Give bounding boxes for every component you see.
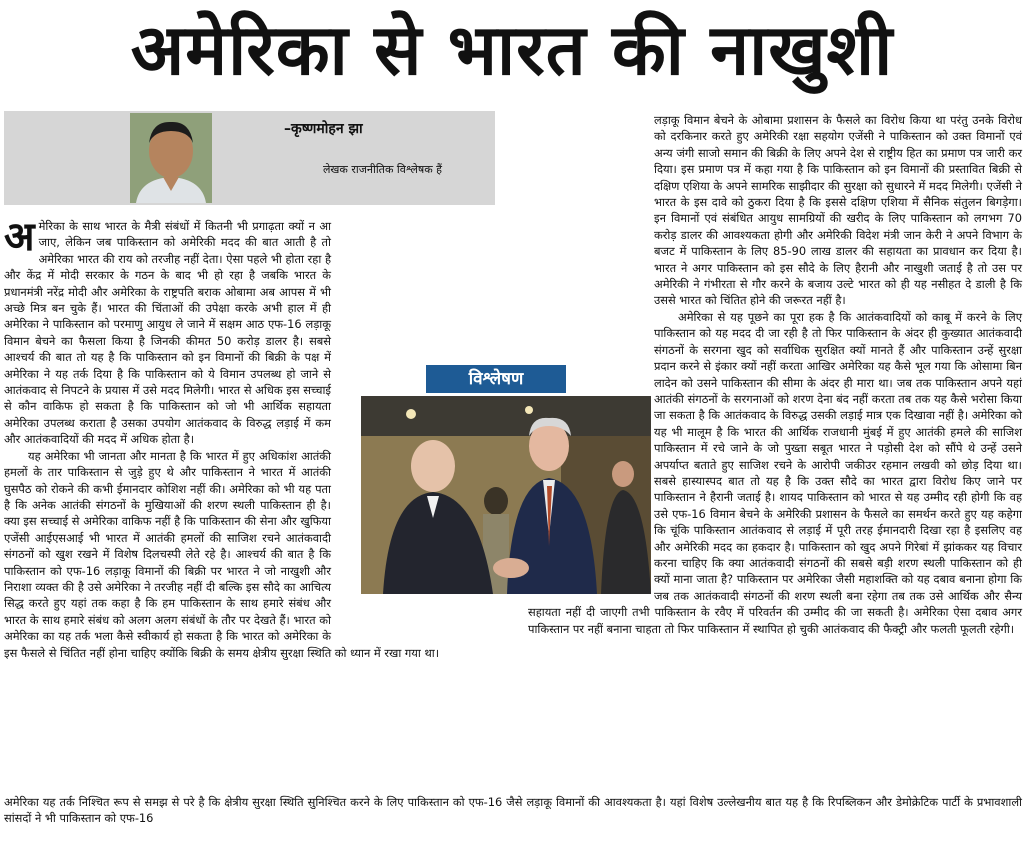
dropcap: अ [4, 213, 35, 260]
headline: अमेरिका से भारत की नाखुशी [130, 8, 894, 91]
author-photo [130, 113, 212, 203]
byline-box [4, 111, 495, 205]
paragraph: मेरिका के साथ भारत के मैत्री संबंधों में कितनी भी प्रगाढ़ता क्यों न आ जाए, लेकिन जब पाकिस्तान को अमेरिकी मदद की बात आती है तो अमेरिका भारत की राय को तरजीह नहीं देता। ऐसा पहले भी होता रहा है और केंद्र में मोदी सरकार के गठन के बाद भी हो रहा है जबकि भारत के प्रधानमंत्री नरेंद्र मोदी और अमेरिका के राष्ट्रपति बराक ओबामा अब आपस में भी अच्छे मित्र बन चुके हैं। भारत की चिंताओं की उपेक्षा करके अभी हाल में ही अमेरिका ने पाकिस्तान को परमाणु आयुध ले जाने में सक्षम आठ एफ-16 लड़ाकू विमान बेचने का फैसला किया है जिनकी कीमत 50 करोड़ डालर है। सबसे आश्चर्य की बात तो यह है कि पाकिस्तान को इन विमानों की बिक्री के पक्ष में अमेरिका ने यह तर्क दिया है कि पाकिस्तान को ये विमान उपलब्ध हो जाने से आतंकवाद से निपटने के प्रयास में उसे मदद मिलेगी। भारत से अधिक इस सच्चाई से कौन वाकिफ हो सकता है कि पाकिस्तान को जो भी आर्थिक सहायता अमेरिका उपलब्ध कराता है उसका उपयोग आतंकवाद के विरुद्ध लड़ाई में कम और आतंकवादियों की मदद में अधिक होता है। [4, 219, 331, 447]
news-photo [361, 396, 651, 594]
paragraph: यह अमेरिका भी जानता और मानता है कि भारत में हुए अधिकांश आतंकी हमलों के तार पाकिस्तान से जुड़े हुए थे और पाकिस्तान ने भारत में आतंकी घुसपैठ को रोकने की कभी ईमानदार कोशिश नहीं की। अमेरिका को भी यह पता है कि अनेक आतंकी संगठनों के मुखियाओं की शरण स्थली पाकिस्तान ही है। क्या इस सच्चाई से अमेरिका वाकिफ नहीं है कि पाकिस्तान की सेना और खुफिया एजेंसी आईएसआई भी भारत में आतंकी हमलों की साजिश रचने आतंकवादी संगठनों को खुश रखने में विशेष दिलचस्पी लेते रहे है। आश्चर्य की बात है कि पाकिस्तान को एफ-16 लड़ाकू विमानों की बिक्री पर भारत ने जो नाखुशी और निराशा व्यक्त की है उसे अमेरिका ने तरजीह नहीं दी बल्कि इस सौदे का आचित्य सिद्ध करते हुए यहां तक कहा है कि हम पाकिस्तान के साथ हमारे संबंध और भारत के साथ हमारे संबंध को अलग अलग संबंधों के तौर पर देखते हैं। भारत को अमेरिका का यह तर्क भला कैसे स्वीकार्य हो सकता है कि भारत को अमेरिका के इस फैसले से चिंतित नहीं होना चाहिए क्योंकि बिक्री के समय क्षेत्रीय सुरक्षा स्थिति को ध्यान में रखा गया था। [4, 448, 440, 660]
author-role: लेखक राजनीतिक विश्लेषक हैं [322, 163, 442, 176]
bottom-paragraph [4, 794, 1022, 827]
paragraph: लड़ाकू विमान बेचने के ओबामा प्रशासन के फैसले का विरोध किया था परंतु उनके विरोध को दरकिनार करते हुए अमेरिकी रक्षा सहयोग एजेंसी ने पाकिस्तान को उक्त विमानों एवं अन्य जंगी साजो समान की बिक्री के लिए अपने देश से राष्ट्रीय हित का प्रमाण पत्र जारी कर दिया। इस प्रमाण पत्र में कहा गया है कि पाकिस्तान को इन विमानों की प्रस्तावित बिक्री से दक्षिण एशिया के अपने सामरिक साझीदार की सुरक्षा को सुधारने में मदद मिलेगी। एजेंसी ने भारत के इस दावे को ठुकरा दिया है कि इससे दक्षिण एशिया में सैनिक संतुलन बिगड़ेगा। इन विमानों एवं संबंधित आयुध सामग्रियों की खरीद के लिए पाकिस्तान को लगभग 70 करोड़ डालर की आवश्यकता होगी और अमेरिकी विदेश मंत्री जान केरी ने अपने विभाग के बजट में पाकिस्तान के लिए 85-90 लाख डालर की सहायता का प्रावधान कर दिया है। भारत ने अगर पाकिस्तान को इस सौदे के लिए हैरानी और नाखुशी जताई है तो उस पर अमेरिकी ने गंभीरता से गौर करने के बजाय उल्टे भारत को ही यह नसीहत दे डाली है कि उससे भारत को चिंतित होने की जरूरत नहीं है। [654, 113, 1022, 308]
section-label: विश्लेषण [426, 365, 566, 393]
author-name: –कृष्णमोहन झा [284, 121, 363, 137]
paragraph: अमेरिका से यह पूछने का पूरा हक है कि आतंकवादियों को काबू में करने के लिए पाकिस्तान को यह मदद दी जा रही है तो फिर पाकिस्तान के अंदर ही कुख्यात आतंकवादी संगठनों के सरगना खुद को सर्वाधिक सुरक्षित क्यों मानते हैं और पाकिस्तान उन्हें सुरक्षा प्रदान करने से इंकार क्यों नहीं करता आखिर अमेरिका यह कैसे भूल गया कि ओसामा बिन लादेन को उसने पाकिस्तान की सीमा के अंदर ही मारा था। जब तक पाकिस्तान अपने यहां आतंकी संगठनों के सरगनाओं को शरण देना बंद नहीं करता तब तक यह कैसे भरोसा किया जा सकता है कि आतंकवाद के विरुद्ध उसकी लड़ाई मात्र एक दिखावा नहीं है। अमेरिका को यह भी मालूम है कि भारत की आर्थिक राजधानी मुंबई में हुए आतंकी हमले की साजिश पाकिस्तान में रचे जाने के जो पुख्ता सबूत भारत ने पड़ोसी देश को सौंपे थे उन्हें उसने अपर्याप्त बताते हुए साजिश रचने के आरोपी जकीउर रहमान लखवी को छोड़ दिया था। सबसे हास्यास्पद बात तो यह है कि उक्त सौदे का भारत द्वारा विरोध किए जाने पर पाकिस्तान ने हैरानी जताई है। शायद पाकिस्तान को भारत से यह उम्मीद रही होगी कि वह उसे एफ-16 विमान बेचने के अमेरिकी प्रशासन के फैसले का समर्थन करते हुए यह कहेगा कि चूंकि पाकिस्तान आतंकवाद से लड़ाई में पूरी तरह ईमानदारी दिखा रहा है इसलिए वह और अमेरिकी मदद का हकदार है। पाकिस्तान को खुद अपने गिरेबां में झांककर यह विचार करना चाहिए कि क्या आतंकवादी संगठनों की सबसे बड़ी शरण स्थली पाकिस्तान को ही क्यों माना जाता है? पाकिस्तान पर अमेरिका जैसी महाशक्ति को यह दबाव बनाना होगा कि जब तक आतंकवादी संगठनों की शरण स्थली बना रहेगा तब तक उसे आर्थिक और सैन्य सहायता नहीं दी जाएगी तभी पाकिस्तान के रवैए में परिवर्तन की उम्मीद की जा सकती है। अमेरिका ऐसा दबाव अगर पाकिस्तान पर नहीं बनाना चाहता तो फिर पाकिस्तान में स्थापित हो चुकी आतंकवाद की फैक्ट्री और फलती फूलती रहेगी। [528, 309, 1022, 636]
paragraph: अमेरिका यह तर्क निश्चित रूप से समझ से परे है कि क्षेत्रीय सुरक्षा स्थिति सुनिश्चित करने के लिए पाकिस्तान को एफ-16 जैसे लड़ाकू विमानों की आवश्यकता है। यहां विशेष उल्लेखनीय बात यह है कि रिपब्लिकन और डेमोक्रेटिक पार्टी के प्रभावशाली सांसदों ने भी पाकिस्तान को एफ-16 [4, 795, 1022, 826]
